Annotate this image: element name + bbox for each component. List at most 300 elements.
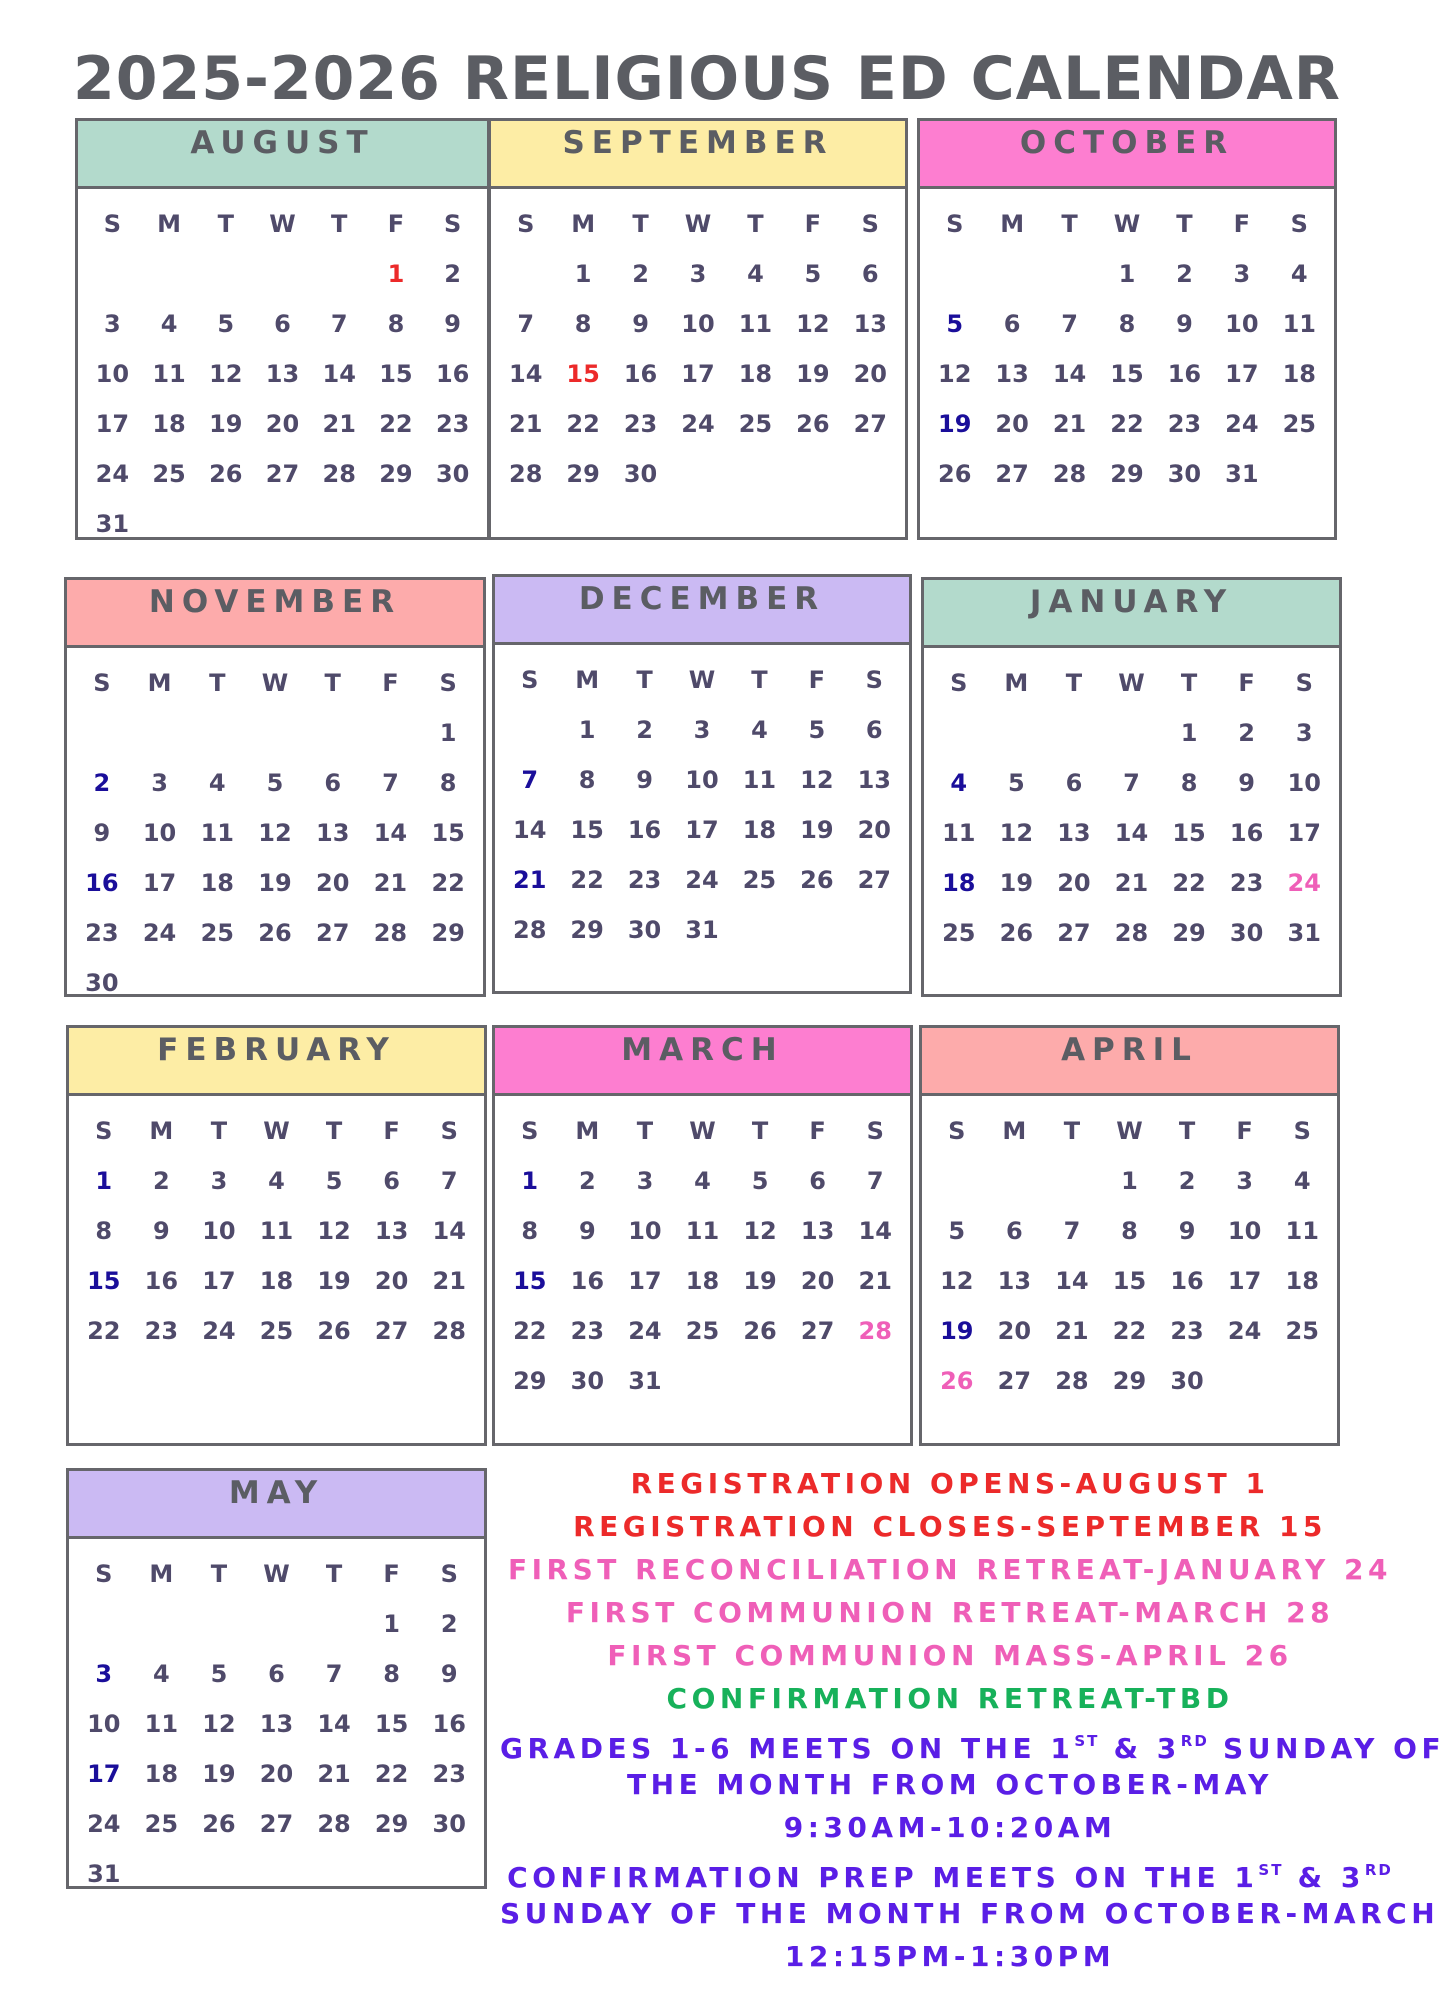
- day-cell: 17: [1225, 360, 1259, 388]
- day-cell: 10: [1227, 1217, 1262, 1245]
- day-cell: 6: [268, 1660, 285, 1688]
- day-cell: 25: [1285, 1317, 1319, 1345]
- day-cell: 16: [85, 869, 119, 897]
- day-cell: 28: [373, 919, 408, 947]
- confirmation-schedule-line1: CONFIRMATION PREP MEETS ON THE 1ST & 3RD: [507, 1861, 1393, 1894]
- weekday-label: M: [1002, 1117, 1027, 1145]
- day-cell: 6: [1003, 310, 1021, 338]
- event-communion-mass: FIRST COMMUNION MASS-APRIL 26: [607, 1639, 1293, 1672]
- day-cell: 18: [144, 1760, 179, 1788]
- day-cell: 23: [144, 1317, 179, 1345]
- month-header: AUGUST: [78, 121, 487, 189]
- weekday-label: T: [217, 210, 234, 238]
- day-cell: 28: [1114, 919, 1149, 947]
- weekday-label: S: [93, 669, 111, 697]
- day-cell: 16: [1229, 819, 1264, 847]
- day-grid: [67, 658, 483, 1008]
- day-cell: 10: [95, 360, 130, 388]
- day-cell: 16: [432, 1710, 466, 1738]
- day-cell: 3: [693, 716, 711, 744]
- weekday-label: S: [440, 1560, 458, 1588]
- day-cell: 28: [1055, 1367, 1089, 1395]
- day-grid: [920, 199, 1334, 499]
- day-cell: 28: [1052, 460, 1087, 488]
- day-cell: 5: [948, 1217, 966, 1245]
- day-cell: 1: [1121, 1167, 1138, 1195]
- day-cell: 4: [160, 310, 178, 338]
- day-cell: 23: [85, 919, 119, 947]
- empty-cell: [930, 708, 988, 758]
- day-grid: [69, 1106, 484, 1356]
- day-cell: 18: [685, 1267, 720, 1295]
- weekday-label: W: [684, 210, 712, 238]
- day-cell: 29: [374, 1810, 409, 1838]
- day-cell: 13: [997, 1267, 1032, 1295]
- day-cell: 14: [858, 1217, 892, 1245]
- empty-cell: [497, 249, 554, 299]
- day-cell: 11: [942, 819, 976, 847]
- day-cell: 24: [95, 460, 130, 488]
- day-cell: 24: [628, 1317, 662, 1345]
- month-header: MAY: [69, 1471, 484, 1539]
- day-cell: 2: [153, 1167, 170, 1195]
- day-cell: 19: [800, 816, 834, 844]
- day-cell: 12: [743, 1217, 777, 1245]
- day-cell: 21: [858, 1267, 892, 1295]
- day-cell: 14: [1052, 360, 1087, 388]
- day-cell: 30: [1229, 919, 1264, 947]
- weekday-label: S: [866, 1117, 884, 1145]
- day-cell: 5: [210, 1660, 228, 1688]
- day-cell: 26: [317, 1317, 351, 1345]
- day-cell: 26: [999, 919, 1034, 947]
- month-header: DECEMBER: [495, 577, 909, 645]
- weekday-label: M: [571, 210, 596, 238]
- day-cell: 11: [738, 310, 773, 338]
- day-cell: 5: [217, 310, 235, 338]
- day-cell: 16: [1167, 360, 1202, 388]
- day-cell: 11: [685, 1217, 720, 1245]
- day-cell: 4: [268, 1167, 285, 1195]
- day-cell: 25: [1282, 410, 1316, 438]
- empty-cell: [988, 708, 1046, 758]
- day-cell: 21: [1114, 869, 1149, 897]
- day-cell: 8: [574, 310, 592, 338]
- day-cell: 1: [95, 1167, 113, 1195]
- day-cell: 1: [1180, 719, 1198, 747]
- day-cell: 21: [322, 410, 356, 438]
- empty-cell: [188, 708, 246, 758]
- day-cell: 16: [627, 816, 662, 844]
- day-grid: [922, 1106, 1337, 1406]
- day-cell: 19: [202, 1760, 236, 1788]
- day-cell: 12: [202, 1710, 236, 1738]
- day-cell: 1: [439, 719, 457, 747]
- day-cell: 28: [513, 916, 547, 944]
- day-cell: 8: [95, 1217, 113, 1245]
- weekday-label: W: [263, 1560, 290, 1588]
- empty-cell: [141, 249, 198, 299]
- day-cell: 13: [1057, 819, 1091, 847]
- weekday-label: W: [1116, 1117, 1143, 1145]
- day-cell: 23: [623, 410, 658, 438]
- day-cell: 29: [566, 460, 600, 488]
- weekday-label: F: [809, 1117, 826, 1145]
- day-cell: 21: [1055, 1317, 1089, 1345]
- weekday-label: W: [263, 1117, 290, 1145]
- day-cell: 10: [685, 766, 719, 794]
- day-cell: 8: [1180, 769, 1198, 797]
- empty-cell: [1041, 249, 1098, 299]
- day-cell: 23: [570, 1317, 605, 1345]
- day-cell: 24: [142, 919, 177, 947]
- day-cell: 15: [87, 1267, 121, 1295]
- day-cell: 27: [857, 866, 891, 894]
- day-cell: 8: [521, 1217, 539, 1245]
- day-cell: 27: [1057, 919, 1091, 947]
- weekday-label: W: [689, 1117, 716, 1145]
- day-cell: 7: [521, 766, 539, 794]
- day-cell: 2: [1178, 1167, 1196, 1195]
- day-cell: 9: [1178, 1217, 1196, 1245]
- day-cell: 9: [632, 310, 649, 338]
- empty-cell: [133, 1599, 191, 1649]
- day-cell: 12: [800, 766, 834, 794]
- day-cell: 17: [628, 1267, 662, 1295]
- day-cell: 2: [579, 1167, 596, 1195]
- day-cell: 6: [861, 260, 879, 288]
- day-cell: 24: [1225, 410, 1259, 438]
- day-cell: 3: [104, 310, 121, 338]
- day-cell: 30: [1167, 460, 1202, 488]
- day-cell: 11: [742, 766, 777, 794]
- day-cell: 20: [800, 1267, 835, 1295]
- day-cell: 1: [521, 1167, 539, 1195]
- event-reconciliation-retreat: FIRST RECONCILIATION RETREAT-JANUARY 24: [508, 1553, 1392, 1586]
- day-cell: 3: [1236, 1167, 1253, 1195]
- day-cell: 10: [142, 819, 177, 847]
- day-grid: [495, 655, 909, 955]
- day-cell: 17: [95, 410, 130, 438]
- day-cell: 15: [513, 1267, 547, 1295]
- day-cell: 21: [1052, 410, 1087, 438]
- day-cell: 17: [681, 360, 715, 388]
- weekday-label: T: [1061, 210, 1078, 238]
- day-cell: 15: [431, 819, 465, 847]
- weekday-label: F: [383, 1117, 400, 1145]
- weekday-label: S: [95, 1560, 113, 1588]
- weekday-label: S: [1290, 210, 1308, 238]
- day-cell: 10: [1287, 769, 1321, 797]
- day-cell: 25: [152, 460, 186, 488]
- day-cell: 22: [1112, 1317, 1147, 1345]
- day-cell: 13: [853, 310, 887, 338]
- day-cell: 8: [439, 769, 457, 797]
- day-cell: 3: [151, 769, 168, 797]
- day-cell: 9: [1238, 769, 1255, 797]
- day-cell: 22: [1172, 869, 1206, 897]
- day-cell: 18: [259, 1267, 294, 1295]
- month-header: SEPTEMBER: [491, 121, 905, 189]
- weekday-label: T: [636, 1117, 654, 1145]
- confirmation-schedule-time: 12:15PM-1:30PM: [784, 1940, 1116, 1973]
- day-cell: 9: [444, 310, 461, 338]
- day-cell: 4: [950, 769, 968, 797]
- day-cell: 17: [1287, 819, 1321, 847]
- day-grid: [924, 658, 1339, 958]
- weekday-label: T: [209, 669, 226, 697]
- day-cell: 9: [636, 766, 653, 794]
- empty-cell: [197, 249, 254, 299]
- day-cell: 31: [1225, 460, 1259, 488]
- day-cell: 13: [265, 360, 300, 388]
- day-cell: 26: [258, 919, 292, 947]
- day-cell: 16: [570, 1267, 605, 1295]
- day-cell: 13: [800, 1217, 835, 1245]
- empty-cell: [254, 249, 311, 299]
- weekday-label: T: [325, 1117, 343, 1145]
- weekday-label: W: [1118, 669, 1145, 697]
- empty-cell: [926, 249, 983, 299]
- page-title: 2025-2026 RELIGIOUS ED CALENDAR: [73, 44, 1341, 114]
- empty-cell: [1043, 1156, 1101, 1206]
- day-cell: 6: [1006, 1217, 1023, 1245]
- day-cell: 19: [938, 410, 972, 438]
- empty-cell: [983, 249, 1040, 299]
- day-cell: 22: [566, 410, 600, 438]
- confirmation-schedule-line2: SUNDAY OF THE MONTH FROM OCTOBER-MARCH: [500, 1897, 1440, 1930]
- day-cell: 11: [144, 1710, 179, 1738]
- day-cell: 9: [440, 1660, 458, 1688]
- day-cell: 20: [374, 1267, 409, 1295]
- day-cell: 6: [383, 1167, 400, 1195]
- day-cell: 22: [374, 1760, 409, 1788]
- day-cell: 23: [435, 410, 470, 438]
- day-cell: 13: [857, 766, 891, 794]
- event-registration-opens: REGISTRATION OPENS-AUGUST 1: [630, 1467, 1270, 1500]
- day-cell: 29: [1110, 460, 1144, 488]
- day-cell: 7: [1063, 1217, 1081, 1245]
- event-confirmation-retreat: CONFIRMATION RETREAT-TBD: [666, 1682, 1234, 1715]
- day-cell: 25: [200, 919, 234, 947]
- day-cell: 8: [383, 1660, 400, 1688]
- month-august: [75, 118, 490, 540]
- day-cell: 21: [509, 410, 543, 438]
- weekday-label: S: [521, 1117, 539, 1145]
- weekday-label: S: [1295, 669, 1313, 697]
- day-cell: 25: [942, 919, 976, 947]
- day-cell: 13: [316, 819, 350, 847]
- day-cell: 4: [751, 716, 768, 744]
- day-cell: 24: [1287, 869, 1321, 897]
- day-cell: 2: [440, 1610, 458, 1638]
- day-cell: 15: [566, 360, 600, 388]
- day-cell: 11: [1282, 310, 1316, 338]
- weekday-label: F: [1238, 669, 1255, 697]
- day-cell: 23: [1170, 1317, 1204, 1345]
- day-cell: 19: [940, 1317, 974, 1345]
- day-cell: 8: [1121, 1217, 1138, 1245]
- month-october: [917, 118, 1337, 540]
- day-cell: 7: [1123, 769, 1140, 797]
- day-cell: 10: [202, 1217, 236, 1245]
- day-grid: [491, 199, 905, 499]
- month-march: [492, 1025, 913, 1446]
- day-cell: 16: [623, 360, 658, 388]
- day-cell: 30: [432, 1810, 466, 1838]
- day-cell: 1: [574, 260, 592, 288]
- day-cell: 2: [444, 260, 461, 288]
- day-cell: 25: [259, 1317, 294, 1345]
- day-cell: 22: [513, 1317, 547, 1345]
- day-cell: 20: [857, 816, 891, 844]
- day-cell: 11: [152, 360, 186, 388]
- weekday-label: S: [865, 666, 883, 694]
- day-cell: 20: [995, 410, 1029, 438]
- day-cell: 24: [87, 1810, 121, 1838]
- day-cell: 6: [324, 769, 342, 797]
- day-cell: 9: [1176, 310, 1193, 338]
- weekday-label: T: [331, 210, 348, 238]
- day-cell: 8: [387, 310, 405, 338]
- day-cell: 2: [1176, 260, 1193, 288]
- day-cell: 13: [995, 360, 1029, 388]
- empty-cell: [84, 249, 141, 299]
- day-cell: 7: [382, 769, 399, 797]
- weekday-label: T: [1180, 669, 1198, 697]
- day-cell: 26: [800, 866, 834, 894]
- day-cell: 9: [153, 1217, 170, 1245]
- day-cell: 6: [809, 1167, 826, 1195]
- day-cell: 11: [259, 1217, 294, 1245]
- day-cell: 2: [93, 769, 111, 797]
- weekday-label: T: [1063, 1117, 1081, 1145]
- day-cell: 31: [628, 1367, 662, 1395]
- day-cell: 10: [1225, 310, 1259, 338]
- day-cell: 27: [374, 1317, 409, 1345]
- day-cell: 30: [570, 1367, 605, 1395]
- weekday-label: M: [149, 1560, 174, 1588]
- day-cell: 1: [387, 260, 405, 288]
- day-cell: 10: [681, 310, 715, 338]
- empty-cell: [362, 708, 420, 758]
- day-cell: 2: [632, 260, 649, 288]
- day-cell: 5: [946, 310, 964, 338]
- day-cell: 7: [1061, 310, 1078, 338]
- day-cell: 27: [316, 919, 350, 947]
- day-cell: 17: [142, 869, 177, 897]
- day-cell: 20: [316, 869, 350, 897]
- day-cell: 31: [1287, 919, 1321, 947]
- day-cell: 7: [866, 1167, 884, 1195]
- day-cell: 30: [623, 460, 658, 488]
- day-cell: 15: [374, 1710, 409, 1738]
- day-cell: 17: [202, 1267, 236, 1295]
- weekday-label: M: [157, 210, 181, 238]
- day-cell: 27: [259, 1810, 294, 1838]
- day-cell: 26: [209, 460, 243, 488]
- day-cell: 10: [87, 1710, 121, 1738]
- day-cell: 30: [1170, 1367, 1204, 1395]
- day-cell: 27: [800, 1317, 835, 1345]
- day-cell: 26: [743, 1317, 777, 1345]
- day-cell: 25: [144, 1810, 179, 1838]
- day-cell: 25: [738, 410, 773, 438]
- day-cell: 28: [509, 460, 543, 488]
- day-cell: 19: [317, 1267, 351, 1295]
- day-cell: 18: [942, 869, 976, 897]
- day-cell: 4: [1290, 260, 1308, 288]
- day-cell: 20: [265, 410, 300, 438]
- empty-cell: [73, 708, 131, 758]
- weekday-label: W: [1113, 210, 1141, 238]
- day-cell: 31: [87, 1860, 121, 1888]
- empty-cell: [1103, 708, 1161, 758]
- weekday-label: S: [517, 210, 535, 238]
- grades-schedule-time: 9:30AM-10:20AM: [783, 1811, 1117, 1844]
- day-cell: 21: [317, 1760, 351, 1788]
- day-cell: 4: [747, 260, 764, 288]
- events-list: [500, 1462, 1445, 1978]
- day-cell: 6: [865, 716, 883, 744]
- day-cell: 14: [432, 1217, 466, 1245]
- day-cell: 23: [1167, 410, 1202, 438]
- day-cell: 16: [1170, 1267, 1204, 1295]
- weekday-label: T: [747, 210, 764, 238]
- day-cell: 28: [858, 1317, 892, 1345]
- weekday-label: S: [95, 1117, 113, 1145]
- day-cell: 24: [681, 410, 715, 438]
- day-cell: 15: [570, 816, 604, 844]
- day-cell: 3: [1295, 719, 1313, 747]
- day-cell: 22: [87, 1317, 121, 1345]
- day-cell: 17: [87, 1760, 121, 1788]
- weekday-label: T: [1178, 1117, 1196, 1145]
- day-cell: 5: [1008, 769, 1025, 797]
- day-cell: 14: [322, 360, 356, 388]
- weekday-label: T: [324, 669, 341, 697]
- month-april: [919, 1025, 1340, 1446]
- day-cell: 22: [1110, 410, 1144, 438]
- day-cell: 4: [1293, 1167, 1311, 1195]
- month-january: [921, 577, 1342, 997]
- day-cell: 4: [694, 1167, 711, 1195]
- day-cell: 6: [1065, 769, 1083, 797]
- day-cell: 24: [202, 1317, 236, 1345]
- day-cell: 30: [435, 460, 470, 488]
- month-november: [64, 577, 486, 997]
- month-header: OCTOBER: [920, 121, 1334, 189]
- day-cell: 14: [373, 819, 408, 847]
- day-cell: 22: [570, 866, 604, 894]
- weekday-label: S: [861, 210, 879, 238]
- day-cell: 7: [440, 1167, 458, 1195]
- day-cell: 3: [1233, 260, 1251, 288]
- empty-cell: [248, 1599, 306, 1649]
- month-header: APRIL: [922, 1028, 1337, 1096]
- day-cell: 11: [200, 819, 234, 847]
- day-cell: 4: [208, 769, 226, 797]
- day-cell: 3: [210, 1167, 228, 1195]
- month-may: [66, 1468, 487, 1889]
- day-cell: 18: [738, 360, 773, 388]
- day-cell: 21: [513, 866, 547, 894]
- day-cell: 15: [1110, 360, 1144, 388]
- empty-cell: [928, 1156, 986, 1206]
- day-cell: 5: [751, 1167, 769, 1195]
- day-cell: 26: [202, 1810, 236, 1838]
- weekday-label: S: [1293, 1117, 1311, 1145]
